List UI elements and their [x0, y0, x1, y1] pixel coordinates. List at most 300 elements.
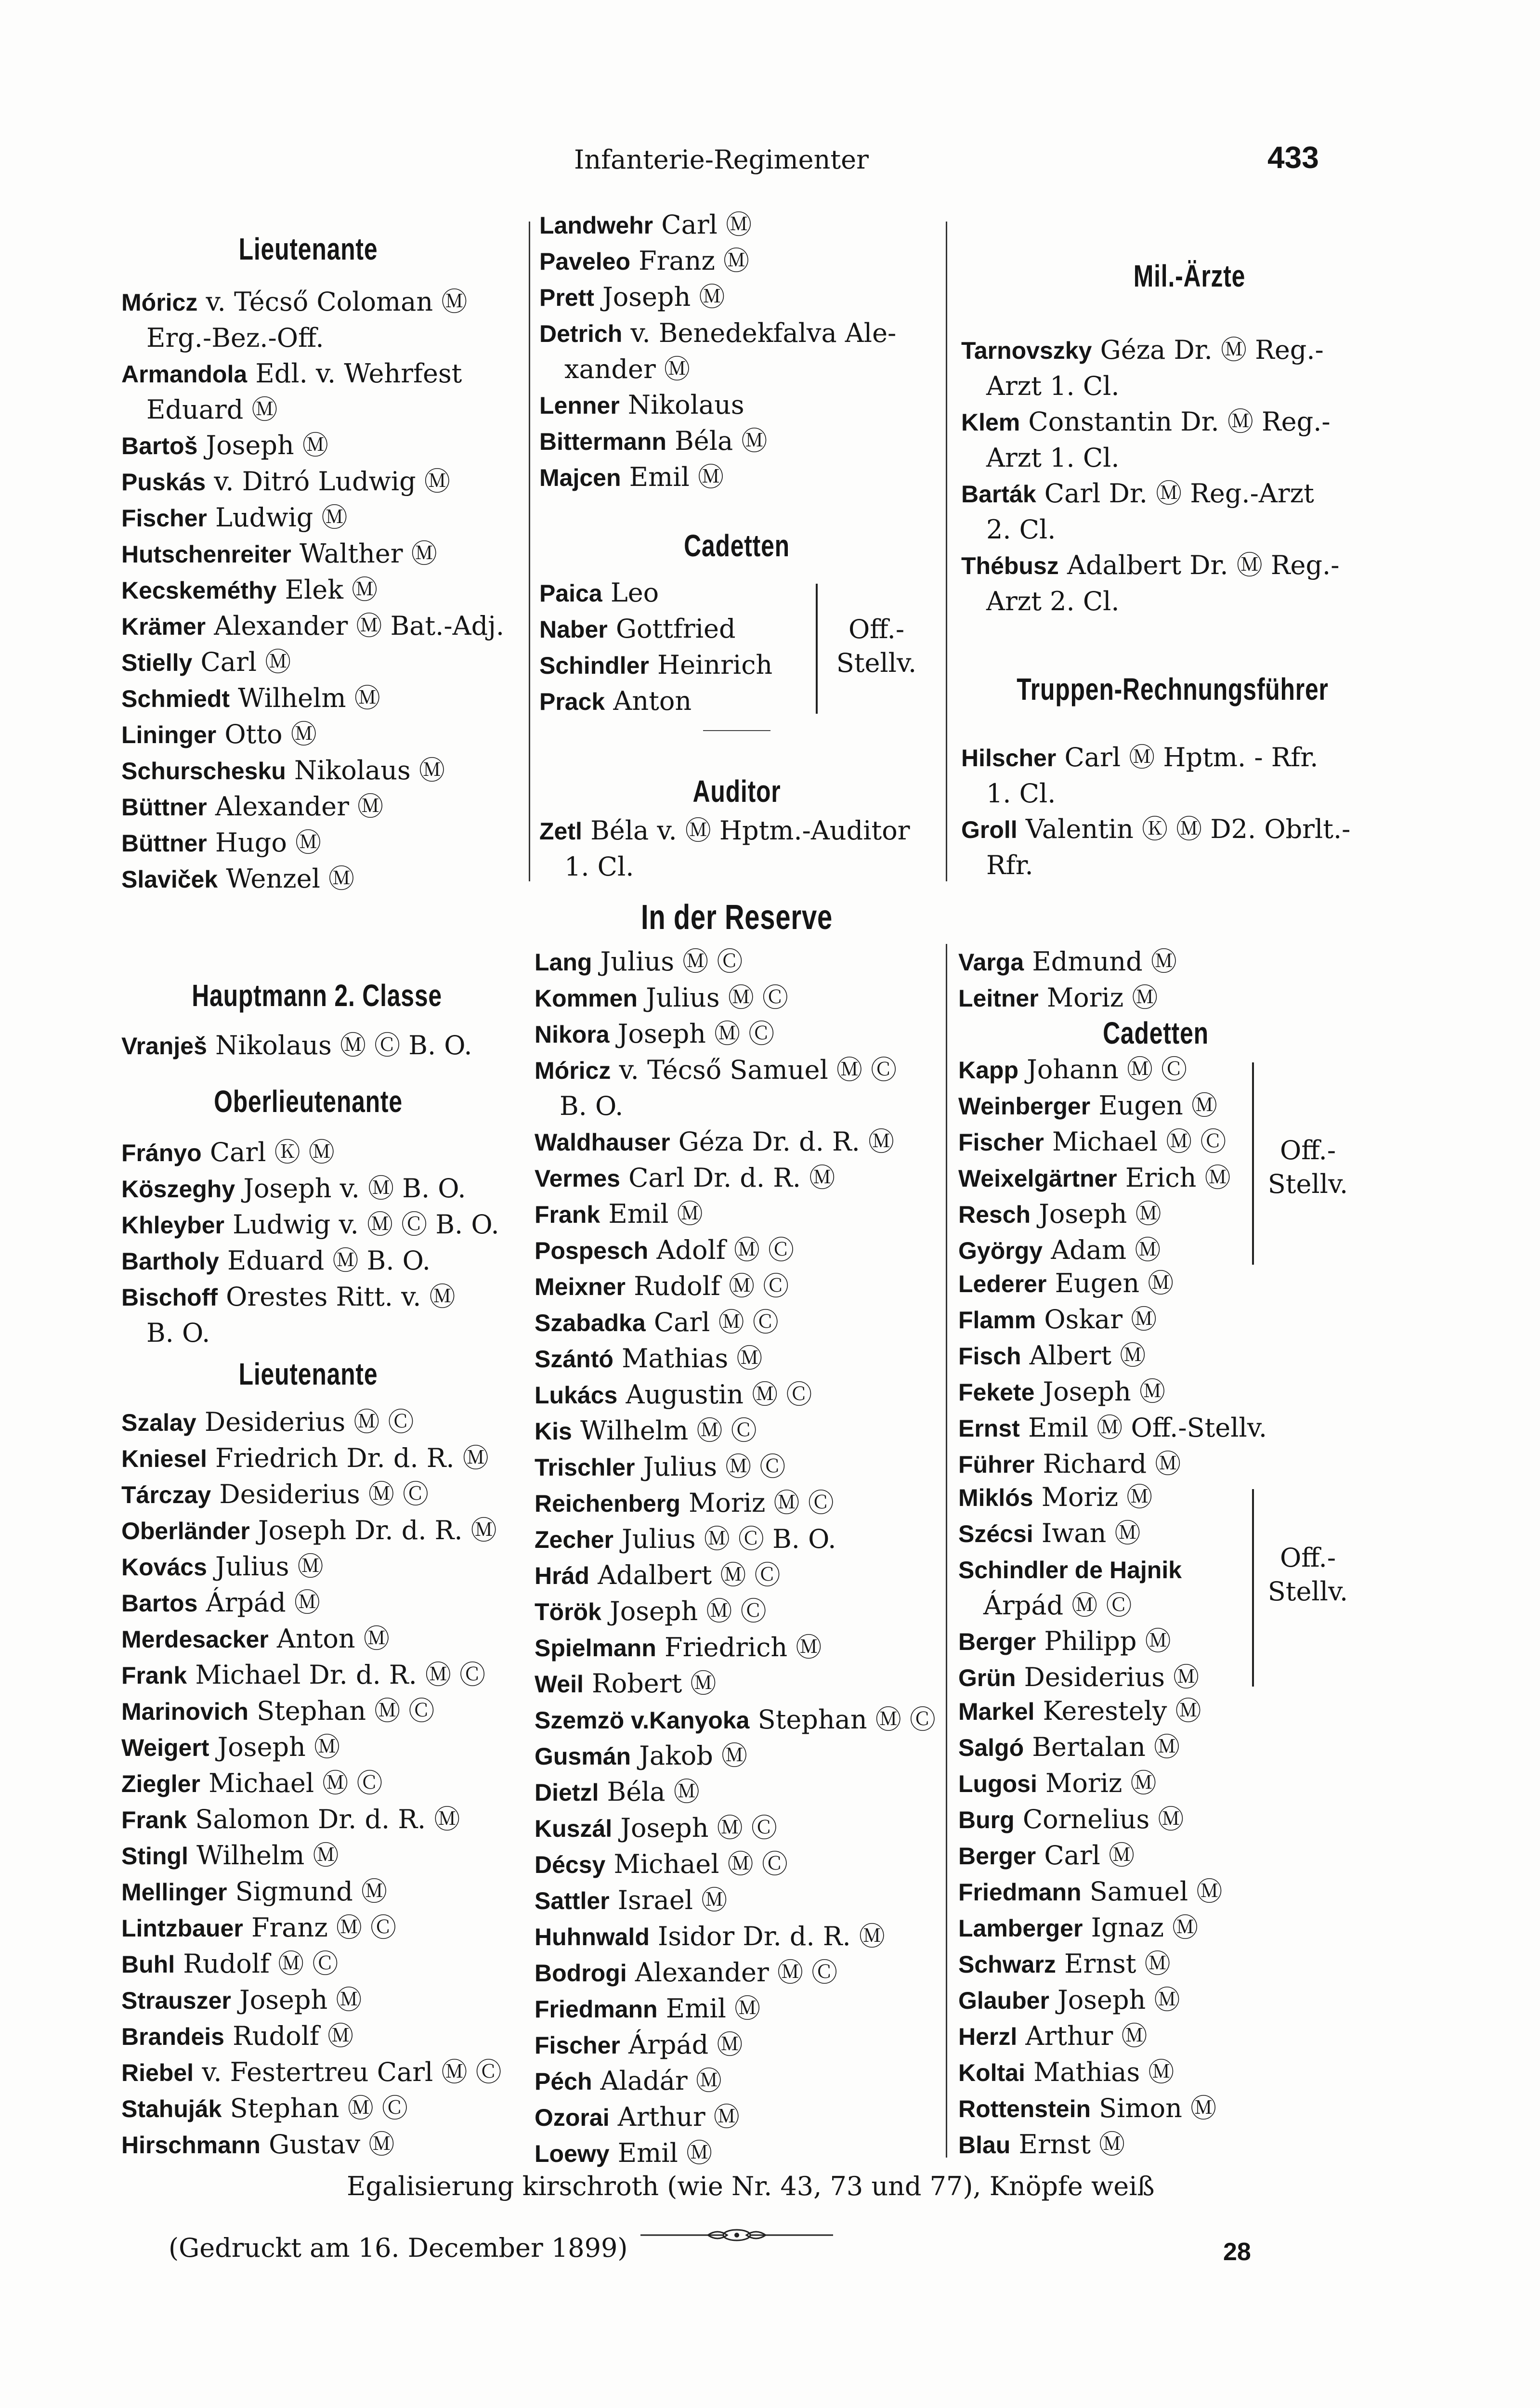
- entry-row: [535, 1341, 944, 1377]
- entry-continuation: [121, 320, 521, 356]
- surname: Sattler: [535, 1887, 610, 1914]
- entry-row: [121, 1729, 521, 1766]
- heading-cadetten-col2: Cadetten: [684, 528, 790, 563]
- entry-row: [961, 811, 1375, 848]
- entry-text: Stephan Ⓜ Ⓒ: [248, 1696, 435, 1726]
- surname: Kapp: [958, 1057, 1018, 1084]
- entry-row: [535, 1124, 944, 1160]
- entry-text: Salomon Dr. d. R. Ⓜ: [187, 1804, 460, 1834]
- entry-row: [121, 500, 521, 536]
- entry-row: [121, 1874, 521, 1910]
- surname: Móricz: [535, 1057, 611, 1084]
- entry-row: [958, 1693, 1372, 1729]
- surname: Berger: [958, 1843, 1036, 1870]
- entry-text: Erich Ⓜ: [1117, 1163, 1231, 1193]
- entry-row: [958, 1124, 1257, 1160]
- surname: Móricz: [121, 289, 198, 316]
- entry-continuation: [539, 849, 939, 885]
- entry-text: Moriz Ⓜ: [1037, 1768, 1157, 1798]
- entry-row: [121, 2091, 521, 2127]
- heading-hauptmann: Hauptmann 2. Classe: [192, 978, 442, 1013]
- footer-note: Egalisierung kirschroth (wie Nr. 43, 73 und 77), Knöpfe weiß: [347, 2171, 1155, 2201]
- surname: Spielmann: [535, 1635, 656, 1662]
- entry-row: [958, 1302, 1372, 1338]
- entry-row: [535, 2099, 944, 2135]
- entry-row: [539, 387, 939, 423]
- entry-row: [539, 423, 939, 459]
- surname: Szabadka: [535, 1309, 646, 1336]
- entry-row: [121, 284, 521, 320]
- surname: Majcen: [539, 464, 621, 491]
- entry-text: Emil Ⓜ: [657, 1993, 761, 2024]
- entry-text: Sigmund Ⓜ: [227, 1876, 387, 1907]
- entry-text: Jakob Ⓜ: [631, 1741, 748, 1771]
- list-mil-aerzte: [961, 332, 1375, 619]
- surname: Paica: [539, 580, 602, 607]
- entry-text: Ernst Ⓜ: [1010, 2129, 1125, 2159]
- entry-row: [539, 207, 939, 243]
- entry-text: v. Festertreu Carl Ⓜ Ⓒ: [194, 2057, 502, 2087]
- entry-row: [539, 279, 939, 315]
- entry-text: Julius Ⓜ Ⓒ: [635, 1452, 786, 1482]
- entry-row: [535, 1557, 944, 1594]
- entry-text: Anton: [605, 686, 692, 716]
- surname: Bischoff: [121, 1284, 218, 1311]
- entry-text: Nikolaus: [619, 390, 744, 420]
- entry-text: Béla Ⓜ: [666, 426, 768, 456]
- entry-text: Isidor Dr. d. R. Ⓜ: [649, 1921, 885, 1951]
- surname: Khleyber: [121, 1212, 224, 1239]
- heading-lieutenante-bottom: Lieutenante: [238, 1357, 378, 1391]
- entry-text: Carl Ⓜ: [1036, 1840, 1135, 1871]
- ornament-rule: [640, 2228, 833, 2242]
- surname: Führer: [958, 1451, 1035, 1478]
- entry-row: [535, 1232, 944, 1269]
- entry-continuation: [961, 440, 1375, 476]
- surname: Leitner: [958, 985, 1039, 1012]
- entry-text: Johann Ⓜ Ⓒ: [1018, 1054, 1188, 1085]
- entry-text: Julius Ⓜ Ⓒ: [637, 982, 788, 1013]
- entry-row: [535, 1269, 944, 1305]
- entry-text: Wilhelm Ⓜ: [188, 1840, 339, 1871]
- entry-row: [958, 1052, 1257, 1088]
- surname: Krämer: [121, 613, 206, 640]
- surname: Bittermann: [539, 428, 666, 455]
- surname: Oberländer: [121, 1518, 250, 1544]
- surname: Trischler: [535, 1454, 635, 1481]
- entry-row: [121, 1513, 521, 1549]
- entry-text: Stephan Ⓜ Ⓒ: [749, 1704, 936, 1735]
- entry-text: Joseph Ⓜ: [1031, 1199, 1162, 1229]
- surname: Herzl: [958, 2023, 1018, 2050]
- entry-text: Erg.-Bez.-Off.: [146, 323, 324, 353]
- surname: Lamberger: [958, 1915, 1083, 1942]
- label-cadetten-group1: Off.- Stellv.: [1267, 1135, 1348, 1199]
- entry-text: Ignaz Ⓜ: [1083, 1912, 1199, 1943]
- entry-row: [535, 944, 944, 980]
- heading-truppen: Truppen-Rechnungsführer: [1017, 672, 1329, 707]
- entry-row: [539, 647, 809, 683]
- entry-text: Joseph Ⓜ: [1049, 1985, 1180, 2015]
- surname: Lininger: [121, 721, 217, 748]
- entry-row: [121, 1766, 521, 1802]
- entry-row: [121, 536, 521, 572]
- running-head: Infanterie-Regimenter: [574, 144, 869, 175]
- entry-row: [958, 1232, 1257, 1269]
- surname: Weigert: [121, 1734, 209, 1761]
- surname: Dietzl: [535, 1779, 599, 1806]
- surname: Tárczay: [121, 1481, 211, 1508]
- surname: Weixelgärtner: [958, 1165, 1117, 1192]
- entry-row: [958, 1660, 1257, 1696]
- surname: Klem: [961, 409, 1020, 436]
- entry-text: Carl Ⓚ Ⓜ: [201, 1137, 335, 1167]
- entry-row: [958, 944, 1372, 980]
- entry-row: [121, 753, 521, 789]
- entry-row: [535, 1810, 944, 1846]
- entry-row: [958, 1838, 1372, 1874]
- surname: Schwarz: [958, 1951, 1056, 1978]
- entry-text: Alexander Ⓜ Bat.-Adj.: [206, 611, 505, 641]
- entry-text: Joseph Ⓜ: [594, 282, 725, 312]
- entry-row: [121, 644, 521, 681]
- heading-reserve: In der Reserve: [640, 898, 833, 937]
- list-lieutenante-top: [121, 284, 521, 897]
- entry-text: Joseph Ⓜ: [1034, 1376, 1165, 1407]
- entry-text: Philipp Ⓜ: [1036, 1626, 1171, 1656]
- surname: Stielly: [121, 649, 193, 676]
- surname: Miklós: [958, 1484, 1033, 1511]
- surname: Loewy: [535, 2140, 610, 2167]
- surname: Thébusz: [961, 552, 1059, 579]
- entry-text: Mathias Ⓜ: [613, 1343, 763, 1374]
- list-hauptmann: [121, 1028, 521, 1064]
- surname: Rottenstein: [958, 2095, 1091, 2122]
- surname: Burg: [958, 1806, 1015, 1833]
- entry-row: [121, 1657, 521, 1693]
- entry-text: Rudolf Ⓜ Ⓒ: [625, 1271, 789, 1301]
- surname: Groll: [961, 816, 1018, 843]
- entry-continuation: [961, 848, 1375, 883]
- entry-row: [535, 2135, 944, 2172]
- surname: Hirschmann: [121, 2132, 261, 2159]
- list-reserve-right-top: [958, 944, 1372, 1016]
- entry-text: Arzt 1. Cl.: [986, 371, 1120, 401]
- surname: Barták: [961, 481, 1036, 508]
- surname: Lugosi: [958, 1770, 1037, 1797]
- entry-row: [121, 1207, 521, 1243]
- entry-text: Carl Ⓜ Hptm. - Rfr.: [1056, 742, 1318, 772]
- entry-row: [121, 1279, 521, 1315]
- entry-text: Béla Ⓜ: [599, 1777, 700, 1807]
- entry-row: [535, 1919, 944, 1955]
- entry-text: Emil Ⓜ: [621, 462, 724, 492]
- surname: Kovács: [121, 1554, 207, 1581]
- surname: Berger: [958, 1628, 1036, 1655]
- entry-text: Aladár Ⓜ: [592, 2066, 722, 2096]
- entry-row: [535, 1846, 944, 1883]
- surname: Schurschesku: [121, 758, 286, 785]
- entry-text: Carl Ⓜ Ⓒ: [645, 1307, 779, 1337]
- entry-text: Emil Ⓜ Off.-Stellv.: [1019, 1413, 1267, 1443]
- surname: Zetl: [539, 818, 582, 845]
- entry-text: Albert Ⓜ: [1021, 1340, 1146, 1371]
- entry-text: v. Técső Coloman Ⓜ: [197, 287, 468, 317]
- surname: Prack: [539, 688, 605, 715]
- entry-row: [535, 1666, 944, 1702]
- entry-text: v. Ditró Ludwig Ⓜ: [206, 466, 450, 497]
- entry-row: [121, 1440, 521, 1477]
- entry-text: Israel Ⓜ: [609, 1885, 728, 1915]
- surname: Mellinger: [121, 1879, 227, 1906]
- surname: Varga: [958, 949, 1024, 976]
- entry-text: Carl Ⓜ: [653, 209, 752, 240]
- entry-row: [961, 548, 1375, 584]
- surname: Naber: [539, 616, 608, 643]
- entry-text: Emil Ⓜ: [600, 1199, 703, 1229]
- surname: Vranješ: [121, 1033, 207, 1060]
- signature-mark: 28: [1223, 2238, 1251, 2266]
- entry-row: [121, 1404, 521, 1440]
- entry-row: [961, 332, 1375, 368]
- surname: Brandeis: [121, 2023, 224, 2050]
- entry-text: Julius Ⓜ Ⓒ: [592, 946, 743, 977]
- surname: Puskás: [121, 469, 206, 496]
- entry-text: Joseph Ⓜ: [231, 1985, 362, 2015]
- entry-text: Robert Ⓜ: [583, 1668, 717, 1699]
- entry-text: Carl Ⓜ: [192, 647, 291, 677]
- entry-text: Joseph Ⓜ Ⓒ: [601, 1596, 767, 1626]
- entry-row: [961, 404, 1375, 440]
- entry-continuation: [961, 584, 1375, 619]
- surname: György: [958, 1237, 1043, 1264]
- entry-row: [535, 1196, 944, 1232]
- surname: Frányo: [121, 1139, 202, 1166]
- entry-text: Gustav Ⓜ: [260, 2129, 395, 2159]
- list-cadetten-group2: [958, 1479, 1257, 1696]
- entry-row: [121, 1946, 521, 1982]
- entry-text: Leo: [602, 577, 659, 608]
- entry-text: Cornelius Ⓜ: [1014, 1804, 1184, 1834]
- entry-row: [121, 1982, 521, 2018]
- entry-row: [958, 1874, 1372, 1910]
- entry-row: [121, 825, 521, 861]
- entry-text: Augustin Ⓜ Ⓒ: [617, 1379, 812, 1410]
- heading-auditor: Auditor: [692, 774, 781, 809]
- surname: Hrád: [535, 1562, 589, 1589]
- surname: Flamm: [958, 1307, 1036, 1334]
- entry-continuation: [961, 368, 1375, 404]
- entry-text: 1. Cl.: [564, 851, 634, 882]
- bracket-cadetten-group1: [1245, 1062, 1254, 1265]
- entry-row: [121, 1621, 521, 1657]
- surname: Fischer: [958, 1129, 1044, 1156]
- surname: Schindler de Hajnik: [958, 1557, 1182, 1584]
- entry-continuation: [121, 1315, 521, 1351]
- entry-text: Orestes Ritt. v. Ⓜ: [218, 1282, 456, 1312]
- surname: Koltai: [958, 2059, 1025, 2086]
- surname: Büttner: [121, 830, 207, 857]
- entry-text: Julius Ⓜ Ⓒ B. O.: [613, 1524, 836, 1554]
- surname: Glauber: [958, 1987, 1049, 2014]
- surname: Fekete: [958, 1379, 1035, 1406]
- entry-text: Arthur Ⓜ: [609, 2102, 740, 2132]
- entry-row: [958, 1766, 1372, 1802]
- reserve-rule: [946, 944, 947, 2158]
- entry-text: Eduard Ⓜ: [146, 394, 278, 425]
- entry-row: [121, 1135, 521, 1171]
- divider-col2: [703, 730, 770, 731]
- list-auditor: [539, 813, 939, 885]
- surname: Kommen: [535, 985, 638, 1012]
- surname: Schmiedt: [121, 685, 230, 712]
- surname: Stahuják: [121, 2095, 222, 2122]
- entry-row: [535, 1016, 944, 1052]
- surname: Nikora: [535, 1021, 610, 1048]
- surname: Szalay: [121, 1409, 196, 1436]
- surname: Ziegler: [121, 1770, 200, 1797]
- entry-text: Wilhelm Ⓜ: [230, 683, 380, 713]
- entry-text: Adalbert Ⓜ Ⓒ: [589, 1560, 781, 1590]
- surname: Prett: [539, 284, 594, 311]
- entry-row: [121, 1171, 521, 1207]
- heading-mil-aerzte: Mil.-Ärzte: [1133, 259, 1246, 293]
- entry-text: Desiderius Ⓜ: [1016, 1662, 1200, 1692]
- entry-row: [539, 575, 809, 611]
- entry-text: Richard Ⓜ: [1034, 1449, 1181, 1479]
- ornament: [640, 2228, 833, 2242]
- entry-text: Joseph Ⓜ: [197, 430, 328, 460]
- entry-row: [958, 1910, 1372, 1946]
- entry-text: Edl. v. Wehrfest: [247, 358, 462, 389]
- entry-row: [535, 1160, 944, 1196]
- entry-row: [121, 2127, 521, 2163]
- surname: Szántó: [535, 1346, 613, 1373]
- entry-text: B. O.: [146, 1318, 210, 1348]
- entry-row: [958, 1266, 1372, 1302]
- entry-row: [958, 1088, 1257, 1124]
- entry-continuation: [958, 1588, 1257, 1623]
- surname: Riebel: [121, 2059, 194, 2086]
- entry-continuation: [961, 512, 1375, 548]
- surname: Marinovich: [121, 1698, 248, 1725]
- entry-text: Otto Ⓜ: [216, 719, 317, 749]
- surname: Bartos: [121, 1590, 198, 1617]
- entry-row: [958, 1946, 1372, 1982]
- surname: Markel: [958, 1698, 1035, 1725]
- entry-text: Wenzel Ⓜ: [218, 864, 355, 894]
- entry-row: [535, 1991, 944, 2027]
- entry-text: Alexander Ⓜ Ⓒ: [626, 1957, 838, 1988]
- entry-row: [121, 2018, 521, 2055]
- entry-text: Simon Ⓜ: [1091, 2093, 1217, 2123]
- surname: Fisch: [958, 1343, 1021, 1370]
- entry-row: [958, 2091, 1372, 2127]
- entry-row: [535, 1521, 944, 1557]
- entry-text: Moriz Ⓜ: [1038, 982, 1158, 1013]
- surname: Stingl: [121, 1843, 188, 1870]
- entry-row: [958, 980, 1372, 1016]
- surname: Gusmán: [535, 1743, 631, 1770]
- heading-lieutenante-top: Lieutenante: [238, 232, 378, 266]
- bracket-cadetten-col2: [809, 584, 818, 714]
- entry-row: [958, 1446, 1372, 1482]
- entry-row: [961, 740, 1375, 776]
- entry-row: [121, 1838, 521, 1874]
- surname: Weil: [535, 1671, 584, 1698]
- entry-row: [535, 1955, 944, 1991]
- entry-row: [958, 2055, 1372, 2091]
- entry-row: [958, 1479, 1257, 1516]
- surname: Ernst: [958, 1415, 1020, 1442]
- entry-text: Michael Ⓜ Ⓒ: [200, 1768, 383, 1798]
- entry-row: [535, 1377, 944, 1413]
- surname: Fischer: [535, 2032, 620, 2059]
- surname: Huhnwald: [535, 1924, 650, 1950]
- entry-row: [539, 243, 939, 279]
- heading-cadetten-reserve: Cadetten: [1103, 1016, 1209, 1050]
- entry-text: Iwan Ⓜ: [1033, 1518, 1141, 1548]
- entry-row: [539, 459, 939, 496]
- entry-text: Arzt 2. Cl.: [986, 586, 1120, 616]
- entry-row: [121, 464, 521, 500]
- entry-row: [958, 1338, 1372, 1374]
- heading-oberlieutenante: Oberlieutenante: [214, 1084, 403, 1119]
- entry-text: Árpád Ⓜ: [197, 1587, 320, 1618]
- surname: Paveleo: [539, 248, 631, 275]
- surname: Bartholy: [121, 1248, 219, 1275]
- surname: Lang: [535, 949, 592, 976]
- entry-text: v. Técső Samuel Ⓜ Ⓒ: [611, 1055, 897, 1085]
- surname: Frank: [121, 1662, 187, 1689]
- entry-continuation: [539, 352, 939, 387]
- entry-text: Kerestely Ⓜ: [1034, 1696, 1201, 1726]
- list-cadetten-mid: [958, 1266, 1372, 1482]
- entry-row: [121, 1693, 521, 1729]
- entry-row: [958, 2127, 1372, 2163]
- entry-row: [535, 1594, 944, 1630]
- entry-text: Árpád Ⓜ Ⓒ: [983, 1590, 1132, 1621]
- surname: Grün: [958, 1664, 1016, 1691]
- surname: Salgó: [958, 1734, 1024, 1761]
- entry-text: Mathias Ⓜ: [1025, 2057, 1175, 2087]
- entry-row: [535, 1738, 944, 1774]
- surname: Frank: [535, 1201, 600, 1228]
- entry-text: B. O.: [560, 1091, 624, 1121]
- surname: Resch: [958, 1201, 1031, 1228]
- column-rule-left: [529, 222, 530, 881]
- entry-text: Adolf Ⓜ Ⓒ: [648, 1235, 795, 1265]
- entry-text: Carl Dr. d. R. Ⓜ: [620, 1163, 835, 1193]
- entry-text: Gottfried: [607, 614, 736, 644]
- entry-text: Arzt 1. Cl.: [986, 443, 1120, 473]
- entry-row: [958, 1196, 1257, 1232]
- entry-row: [121, 1243, 521, 1279]
- entry-row: [535, 1774, 944, 1810]
- surname: Zecher: [535, 1526, 613, 1553]
- surname: Lederer: [958, 1270, 1047, 1297]
- entry-text: Oskar Ⓜ: [1036, 1304, 1157, 1335]
- entry-text: Géza Dr. d. R. Ⓜ: [670, 1126, 895, 1157]
- entry-text: Alexander Ⓜ: [207, 791, 384, 822]
- surname: Waldhauser: [535, 1129, 670, 1156]
- entry-row: [958, 1160, 1257, 1196]
- entry-text: Anton Ⓜ: [268, 1623, 390, 1654]
- entry-text: Rudolf Ⓜ: [224, 2021, 354, 2051]
- entry-text: Bertalan Ⓜ: [1024, 1732, 1180, 1762]
- entry-text: Michael Ⓜ Ⓒ: [605, 1849, 788, 1879]
- entry-text: Desiderius Ⓜ Ⓒ: [196, 1407, 414, 1437]
